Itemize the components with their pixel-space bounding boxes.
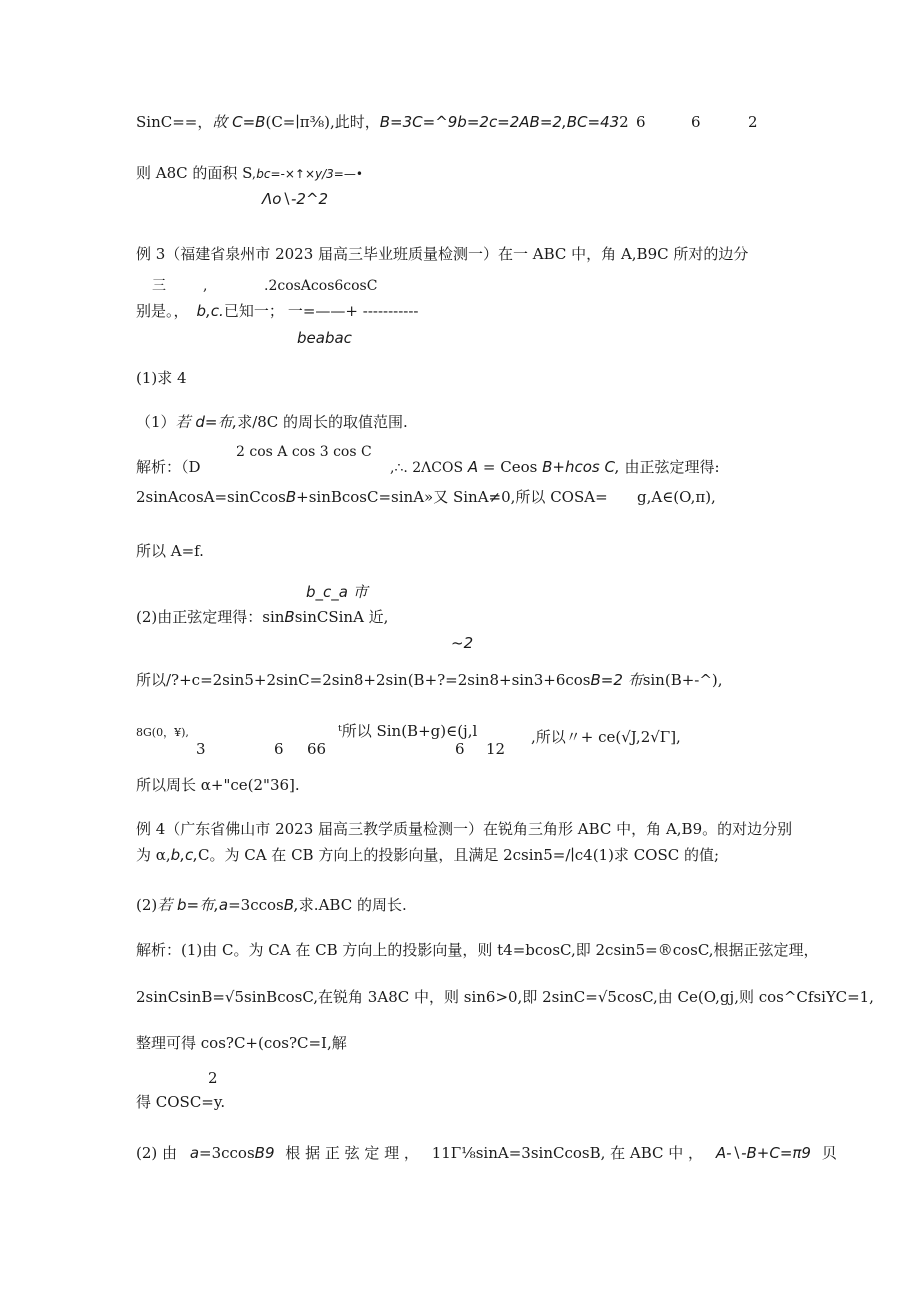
text-run: 则 A8C 的面积 S	[136, 164, 253, 182]
text-run: g,A∈(O,π),	[637, 488, 716, 506]
text-line: 所以周长 α+"ce(2"36].	[136, 776, 300, 794]
formula-fragment: b_c_a 市	[306, 583, 368, 601]
text-run: +sinBcosC=sinA»又 SinA≠0,所以 COSA=	[296, 488, 608, 506]
text-line	[136, 1144, 837, 1162]
text-line	[136, 846, 719, 864]
text-run: 求/8C 的周长的取值范围.	[237, 413, 408, 431]
text-line	[152, 278, 166, 295]
text-run: 解析：（D	[136, 458, 201, 476]
text-run: =3ccos	[228, 896, 284, 914]
formula-fragment: 2 cos A cos 3 cos C	[236, 444, 372, 460]
text-run: 由正弦定理得:	[624, 458, 720, 476]
text-run: B	[285, 488, 297, 506]
number-3: 3	[196, 740, 206, 758]
number-6: 6	[636, 113, 646, 131]
number-6: 6	[455, 740, 465, 758]
text-run: ,bc=-×↑×y/3=—•	[252, 167, 363, 181]
text-line: 得 COSC=y.	[136, 1093, 226, 1111]
formula-fragment: .2cosAcos6cosC	[264, 278, 378, 294]
text-run: B	[284, 608, 295, 626]
text-line	[136, 671, 723, 689]
text-line: 所以 A=f.	[136, 542, 204, 560]
text-run: A	[467, 458, 479, 476]
text-run: SinC==，	[136, 113, 213, 131]
text-run: B9	[254, 1144, 275, 1162]
text-run: A-∖-B+C=π9	[715, 1144, 811, 1162]
text-run: =3ccos	[199, 1144, 255, 1162]
text-run: ,	[203, 278, 208, 294]
text-line: 解析：(1)由 C。为 CA 在 CB 方向上的投影向量，则 t4=bcosC,即 2csin5=®cosC,根据正弦定理，	[136, 941, 819, 959]
example-heading: 例 4（广东省佛山市 2023 届高三教学质量检测一）在锐角三角形 ABC 中，角 A,B9。的对边分别	[136, 820, 793, 838]
text-run: 若 d=布,	[175, 413, 238, 431]
text-run: 已知一；	[223, 302, 284, 320]
text-run: (2) 由	[136, 1144, 178, 1162]
text-run: b,c,	[170, 846, 198, 864]
text-run: （1）	[136, 413, 176, 431]
text-run: 2sinAcosA=sinCcos	[136, 488, 286, 506]
text-line	[136, 896, 407, 914]
text-line	[136, 608, 388, 626]
formula-fragment: Λo∖-2^2	[262, 190, 329, 208]
text-run: B=2 布	[590, 671, 643, 689]
text-line	[136, 113, 629, 131]
text-run: 求.ABC 的周长.	[298, 896, 407, 914]
number-6: 6	[691, 113, 701, 131]
text-run: C。为 CA 在 CB 方向上的投影向量，且满足 2csin5=∕∣c4(1)求 COSC 的值;	[197, 846, 720, 864]
text-run: 三	[152, 278, 166, 294]
text-run: (2)由正弦定理得：sin	[136, 608, 285, 626]
text-run: sinCSinA 近,	[294, 608, 389, 626]
text-line	[136, 164, 363, 182]
text-run: 若 b=布,a	[157, 896, 229, 914]
text-line	[136, 302, 419, 320]
text-run: B+hcos C,	[542, 458, 620, 476]
text-run: (2)	[136, 896, 158, 914]
text-run: b,c.	[196, 302, 224, 320]
number-2: 2	[748, 113, 758, 131]
text-run: B=3C=^9b=2c=2AB=2,BC=43	[379, 113, 620, 131]
text-line: 整理可得 cos?C+(cos?C=I,解	[136, 1034, 347, 1052]
text-run: 贝	[821, 1144, 837, 1162]
text-run: 所以/?+c=2sin5+2sinC=2sin8+2sin(B+?=2sin8+sin3+6cos	[136, 671, 591, 689]
text-run: a	[189, 1144, 200, 1162]
text-run: sin(B+-^),	[642, 671, 723, 689]
text-run: B,	[283, 896, 299, 914]
text-run: = Ceos	[482, 458, 538, 476]
text-run: 为 α,	[136, 846, 171, 864]
text-run: 根 据 正 弦 定 理 ，	[285, 1144, 419, 1162]
number-12: 12	[486, 740, 506, 758]
text-run: (C=∣π⅜),此时，	[265, 113, 380, 131]
text-line	[390, 458, 720, 477]
formula-fragment: beabac	[297, 329, 352, 347]
number-66: 66	[307, 740, 327, 758]
text-line: (1)求 4	[136, 369, 187, 387]
text-run: 一=——+ -----------	[287, 302, 419, 320]
text-line	[136, 413, 408, 431]
text-run: 别是。，	[136, 302, 189, 320]
text-run: 故 C=B	[212, 113, 266, 131]
text-line	[136, 488, 608, 506]
text-run: 8G(0，¥),	[136, 726, 189, 739]
text-line: 2sinCsinB=√5sinBcosC,在锐角 3A8C 中，则 sin6>0,即 2sinC=√5cosC,由 Ce(O,gj,则 cos^CfsiYC=1,	[136, 988, 874, 1006]
text-line	[136, 458, 201, 476]
text-run: ,∴. 2ΛCOS	[390, 460, 464, 476]
text-run: ᵗ所以 Sin(B+g)∈(j,l	[338, 722, 478, 740]
text-run: 11Γ⅛sinA=3sinCcosB, 在 ABC 中 ，	[431, 1144, 704, 1162]
text-run: 2	[619, 113, 629, 131]
text-run: ,所以〃+ ce(√J,2√Γ],	[531, 728, 681, 746]
formula-fragment: ~2	[451, 634, 474, 652]
number-6: 6	[274, 740, 284, 758]
number-2: 2	[208, 1069, 218, 1087]
example-heading: 例 3（福建省泉州市 2023 届高三毕业班质量检测一）在一 ABC 中，角 A,B9C 所对的边分	[136, 245, 749, 263]
